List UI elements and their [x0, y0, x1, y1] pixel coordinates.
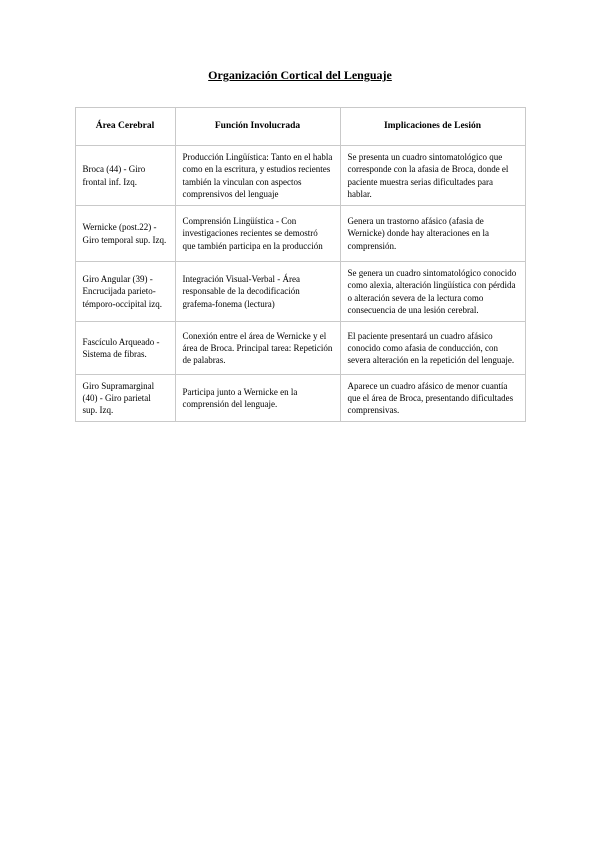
- cell-area: Giro Supramarginal (40) - Giro parietal sup. Izq.: [75, 375, 175, 422]
- cell-implicaciones: El paciente presentará un cuadro afásico conocido como afasia de conducción, con severa alteración en la repetición del lenguaje.: [340, 322, 525, 375]
- cell-area: Wernicke (post.22) - Giro temporal sup. Izq.: [75, 206, 175, 262]
- table-row: [75, 146, 525, 206]
- cell-area: Fascículo Arqueado - Sistema de fibras.: [75, 322, 175, 375]
- table-row: [75, 322, 525, 375]
- table-header-row: [75, 108, 525, 146]
- cell-funcion: Integración Visual-Verbal - Área responsable de la decodificación grafema-fonema (lectura): [175, 262, 340, 322]
- document-title: Organización Cortical del Lenguaje: [208, 68, 392, 82]
- cell-funcion: Conexión entre el área de Wernicke y el área de Broca. Principal tarea: Repetición de palabras.: [175, 322, 340, 375]
- header-implicaciones-lesion: Implicaciones de Lesión: [340, 108, 525, 146]
- table-row: [75, 206, 525, 262]
- cell-area: Giro Angular (39) - Encrucijada parieto-témporo-occipital izq.: [75, 262, 175, 322]
- table-row: [75, 375, 525, 422]
- cell-implicaciones: Se presenta un cuadro sintomatológico que corresponde con la afasia de Broca, donde el paciente muestra serias dificultades para hablar.: [340, 146, 525, 206]
- cell-implicaciones: Genera un trastorno afásico (afasia de Wernicke) donde hay alteraciones en la comprensión.: [340, 206, 525, 262]
- header-area-cerebral: Área Cerebral: [75, 108, 175, 146]
- cell-funcion: Comprensión Lingüística - Con investigaciones recientes se demostró que también participa en la producción: [175, 206, 340, 262]
- cortical-organization-table: [75, 107, 526, 422]
- cell-funcion: Producción Lingüística: Tanto en el habla como en la escritura, y estudios recientes también la vinculan con aspectos comprensivos del lenguaje: [175, 146, 340, 206]
- header-funcion-involucrada: Función Involucrada: [175, 108, 340, 146]
- cell-funcion: Participa junto a Wernicke en la comprensión del lenguaje.: [175, 375, 340, 422]
- cell-implicaciones: Aparece un cuadro afásico de menor cuantía que el área de Broca, presentando dificultades comprensivas.: [340, 375, 525, 422]
- cell-area: Broca (44) - Giro frontal inf. Izq.: [75, 146, 175, 206]
- cell-implicaciones: Se genera un cuadro sintomatológico conocido como alexia, alteración lingüística con pérdida o alteración severa de la lectura como consecuencia de una lesión cerebral.: [340, 262, 525, 322]
- table-row: [75, 262, 525, 322]
